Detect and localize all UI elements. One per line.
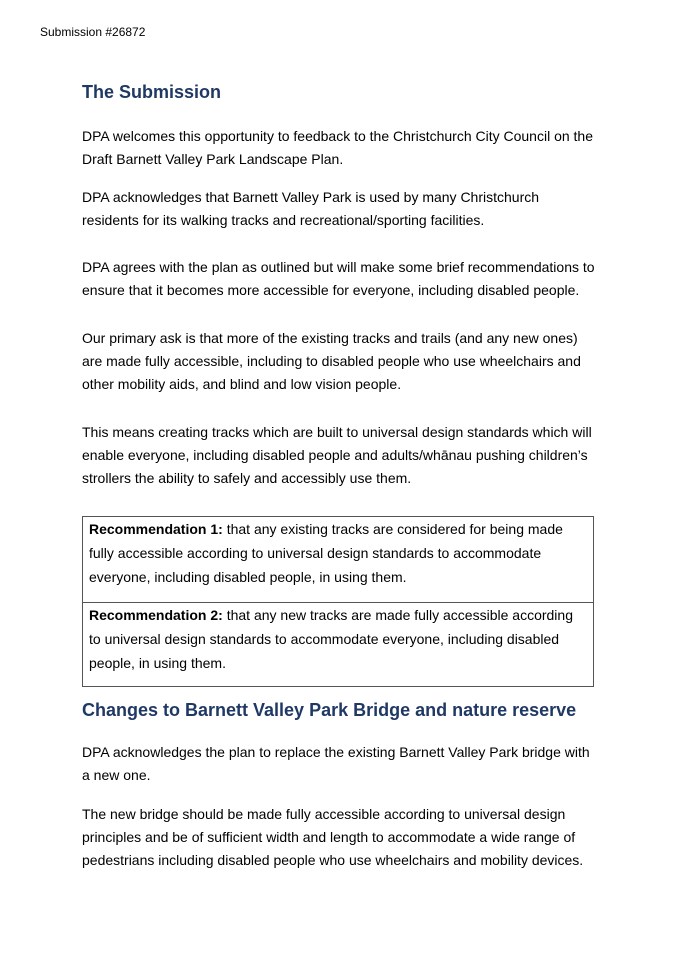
paragraph: The new bridge should be made fully accessible according to universal design principles and be of sufficient width and length to accommodate a wide range of pedestrians including disabled people who use wheelchairs and mobility devices. <box>82 806 584 868</box>
recommendation-text: that any new tracks are made fully accessible according to universal design standards to accommodate everyone, including disabled people, in using them. <box>89 607 573 671</box>
recommendations-table <box>82 516 594 687</box>
paragraph: DPA acknowledges the plan to replace the existing Barnett Valley Park bridge with a new one. <box>82 744 590 783</box>
submission-id: Submission #26872 <box>40 25 146 39</box>
section-title-submission: The Submission <box>82 82 222 102</box>
paragraph: DPA acknowledges that Barnett Valley Park is used by many Christchurch residents for its walking tracks and recreational/sporting facilities. <box>82 189 540 228</box>
paragraph: DPA agrees with the plan as outlined but will make some brief recommendations to ensure that it becomes more accessible for everyone, including disabled people. <box>82 259 595 298</box>
paragraph: DPA welcomes this opportunity to feedback to the Christchurch City Council on the Draft Barnett Valley Park Landscape Plan. <box>82 128 593 167</box>
recommendation-label: Recommendation 2: <box>89 607 223 623</box>
section-title-bridge: Changes to Barnett Valley Park Bridge and nature reserve <box>82 700 577 720</box>
recommendation-row <box>83 517 593 602</box>
recommendation-text: that any existing tracks are considered for being made fully accessible according to universal design standards to accommodate everyone, including disabled people, in using them. <box>89 521 563 585</box>
paragraph: This means creating tracks which are built to universal design standards which will enable everyone, including disabled people and adults/whānau pushing children’s strollers the ability to safely and accessibly use them. <box>82 424 592 486</box>
paragraph: Our primary ask is that more of the existing tracks and trails (and any new ones) are made fully accessible, including to disabled people who use wheelchairs and other mobility aids, and blind and low vision people. <box>82 330 581 392</box>
recommendation-label: Recommendation 1: <box>89 521 223 537</box>
recommendation-row <box>83 602 593 686</box>
